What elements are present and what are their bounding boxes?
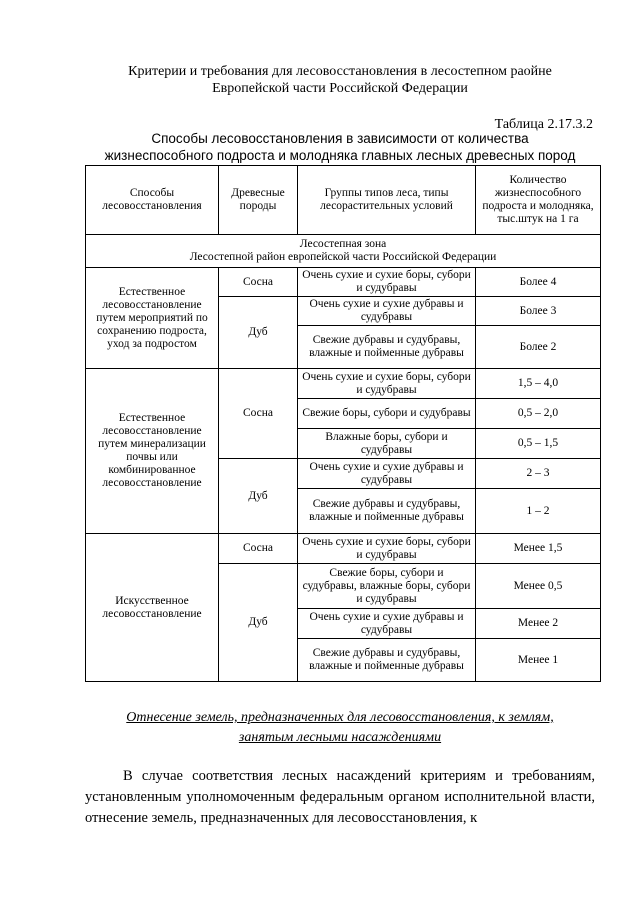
zone-line1: Лесостепная зона (299, 238, 387, 250)
species-cell: Дуб (219, 459, 298, 534)
conditions-cell: Очень сухие и сухие дубравы и судубравы (298, 609, 476, 639)
table-row (86, 268, 601, 297)
header-forest-groups: Группы типов леса, типы лесорастительных условий (298, 166, 476, 235)
header-species: Древесные породы (219, 166, 298, 235)
reforestation-table (85, 165, 601, 682)
table-header-row (86, 166, 601, 235)
species-cell: Сосна (219, 534, 298, 564)
species-cell: Дуб (219, 297, 298, 369)
conditions-cell: Влажные боры, субори и судубравы (298, 429, 476, 459)
method-cell: Естественное лесовосстановление путем мероприятий по сохранению подроста, уход за подростом (86, 268, 219, 369)
header-method: Способы лесовосстановления (86, 166, 219, 235)
document-heading-line2: Европейской части Российской Федерации (212, 81, 468, 96)
species-cell: Сосна (219, 369, 298, 459)
zone-cell (86, 235, 601, 268)
quantity-cell: Менее 1,5 (476, 534, 601, 564)
zone-row (86, 235, 601, 268)
method-cell: Искусственное лесовосстановление (86, 534, 219, 682)
table-row (86, 534, 601, 564)
method-cell: Естественное лесовосстановление путем минерализации почвы или комбинированное лесовосстановление (86, 369, 219, 534)
document-heading-line1: Критерии и требования для лесовосстановления в лесостепном раойне (128, 64, 552, 79)
table-caption-line1: Способы лесовосстановления в зависимости от количества (151, 131, 529, 146)
quantity-cell: Менее 0,5 (476, 564, 601, 609)
body-paragraph: В случае соответствия лесных насаждений критериям и требованиям, установленным уполномоченным федеральным органом исполнительной власти, отнесение земель, предназначенных для лесовосстановления, к (85, 768, 595, 826)
conditions-cell: Очень сухие и сухие дубравы и судубравы (298, 459, 476, 489)
conditions-cell: Очень сухие и сухие дубравы и судубравы (298, 297, 476, 326)
table-row (86, 369, 601, 399)
species-cell: Дуб (219, 564, 298, 682)
quantity-cell: 1,5 – 4,0 (476, 369, 601, 399)
quantity-cell: 2 – 3 (476, 459, 601, 489)
quantity-cell: Более 4 (476, 268, 601, 297)
header-quantity: Количество жизнеспособного подроста и молодняка, тыс.штук на 1 га (476, 166, 601, 235)
quantity-cell: 1 – 2 (476, 489, 601, 534)
conditions-cell: Очень сухие и сухие боры, субори и судубравы (298, 369, 476, 399)
quantity-cell: Менее 2 (476, 609, 601, 639)
zone-line2: Лесостепной район европейской части Российской Федерации (189, 251, 497, 263)
conditions-cell: Свежие боры, субори и судубравы (298, 399, 476, 429)
quantity-cell: 0,5 – 1,5 (476, 429, 601, 459)
table-caption-line2: жизнеспособного подроста и молодняка главных лесных древесных пород (104, 148, 576, 163)
section-title-line1: Отнесение земель, предназначенных для лесовосстановления, к землям, (126, 710, 554, 725)
species-cell: Сосна (219, 268, 298, 297)
table-number: Таблица 2.17.3.2 (494, 117, 593, 132)
section-title-line2: занятым лесными насаждениями (238, 730, 442, 745)
conditions-cell: Свежие дубравы и судубравы, влажные и пойменные дубравы (298, 489, 476, 534)
conditions-cell: Свежие дубравы и судубравы, влажные и пойменные дубравы (298, 326, 476, 369)
conditions-cell: Свежие дубравы и судубравы, влажные и пойменные дубравы (298, 639, 476, 682)
quantity-cell: 0,5 – 2,0 (476, 399, 601, 429)
conditions-cell: Свежие боры, субори и судубравы, влажные боры, субори и судубравы (298, 564, 476, 609)
conditions-cell: Очень сухие и сухие боры, субори и судубравы (298, 534, 476, 564)
quantity-cell: Менее 1 (476, 639, 601, 682)
quantity-cell: Более 3 (476, 297, 601, 326)
conditions-cell: Очень сухие и сухие боры, субори и судубравы (298, 268, 476, 297)
quantity-cell: Более 2 (476, 326, 601, 369)
